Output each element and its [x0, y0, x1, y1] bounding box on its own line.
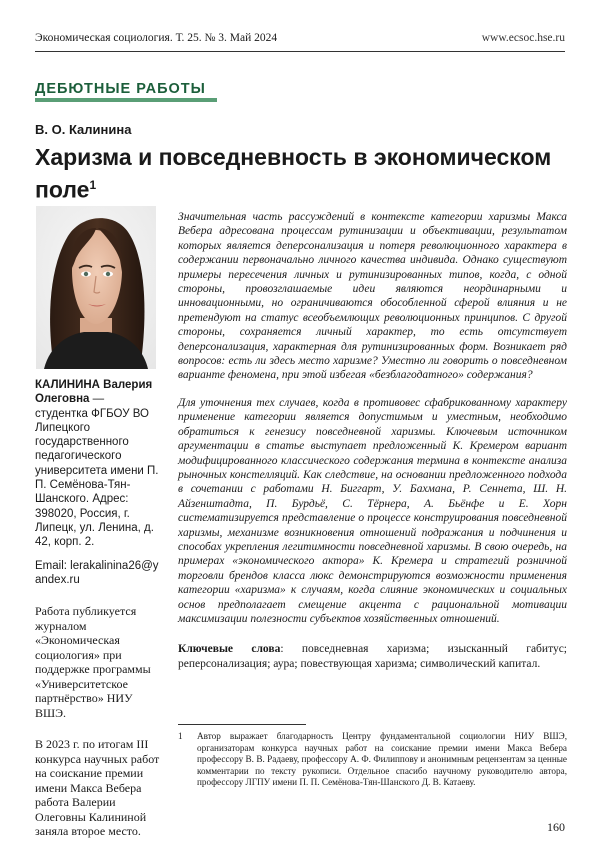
- footnote: [178, 731, 567, 789]
- email-label: Email:: [35, 559, 71, 572]
- sidebar-note-award: В 2023 г. по итогам III конкурса научных работ на соискание премии имени Макса Вебера работа Валерии Олеговны Калининой заняла второе место.: [35, 737, 160, 839]
- running-header: [35, 32, 565, 48]
- keywords-list: : повседневная харизма; изысканный габитус; реперсонализация; аура; повествующая харизма; символический капитал.: [178, 643, 567, 670]
- footnote-text: Автор выражает благодарность Центру фундаментальной социологии НИУ ВШЭ, организаторам конкурса научных работ на соискание премии имени Макса Вебера профессору В. В. Радаеву, профессору А. Ф. Филиппову и анонимным рецензентам за ценные комментарии по тексту рукописи. Отдельное спасибо научному руководителю автора, профессору ЛГПУ имени П. П. Семёнова-Тян-Шанского Д. В. Катаеву.: [197, 731, 567, 787]
- keywords: [178, 642, 567, 671]
- header-rule: [35, 51, 565, 52]
- author-full-name: КАЛИНИНА Валерия Олеговна: [35, 379, 153, 406]
- abstract-paragraph-2: Для уточнения тех случаев, когда в противовес сфабрикованному характеру применение категории является допустимым и уместным, необходимо обратиться к генезису повседневной харизмы. Ключевым источником аргументации в статье выступает предложенный К. Кремером вариант модифицированного классического содержания термина в контексте анализа рыночных констелляций. Как следствие, на основании предложенного подхода в сочетании с работами Н. Биггарт, У. Бахмана, Р. Сеннета, Ш. Н. Айзенштадта, П. Бурдьё, С. Тёрнера, А. Бьёнфе и Е. Хорн систематизируется представление о процессе конструирования повседневной харизмы, механизме возникновения отношений подражания и подчинения и способах укрепления легитимности повседневной харизмы. В свою очередь, на примерах «экономического актора» К. Кремера и стратегий розничной торговли брендов класса люкс демонстрируются возможности применения категории «харизма» к случаям, когда слияние экономических и социальных основ предполагает смещение акцента с рациональной мотивации максимизации полезности субъектов хозяйственных отношений.: [178, 396, 567, 625]
- abstract: [178, 210, 567, 626]
- article-title-text: Харизма и повседневность в экономическом поле: [35, 144, 552, 203]
- section-label: ДЕБЮТНЫЕ РАБОТЫ: [35, 81, 206, 97]
- journal-issue: Экономическая социология. Т. 25. № 3. Май 2024: [35, 32, 278, 44]
- author-bio: [35, 378, 160, 550]
- footnote-rule: [178, 724, 306, 725]
- author-affiliation: — студентка ФГБОУ ВО Липецкого государственного педагогического университета имени П. П. Семёнова-Тян-Шанского. Адрес: 398020, Россия, г. Липецк, ул. Ленина, д. 42, корп. 2.: [35, 393, 159, 549]
- article-main: [178, 210, 567, 671]
- author-email: [35, 559, 160, 588]
- keywords-label: Ключевые слова: [178, 643, 281, 656]
- email-link[interactable]: lerakalinina26@yandex.ru: [35, 559, 159, 586]
- footnote-number: 1: [178, 731, 183, 741]
- title-footnote-mark[interactable]: 1: [89, 178, 97, 192]
- author-sidebar: [35, 378, 160, 839]
- article-title: [35, 143, 555, 204]
- sidebar-note-publication: Работа публикуется журналом «Экономическая социология» при поддержке программы «Университетское партнёрство» НИУ ВШЭ.: [35, 604, 151, 720]
- author-portrait: [36, 206, 156, 369]
- page-number: 160: [547, 820, 565, 834]
- abstract-paragraph-1: Значительная часть рассуждений в контексте категории харизмы Макса Вебера адресована процессам рутинизации и объективации, результатом которых является деперсонализация и потеря революционного характера в содержании первоначально личного качества индивида. Однако существуют примеры пересечения личных и рутинизированных типов, когда, с одной стороны, провозглашаемые идеи являются неординарными и инновационными, но ограничиваются обособленной сферой влияния и не претендуют на статус всеобъемлющих революционных принципов. С другой стороны, сохраняется личный характер, то есть отсутствует деперсонализация, характерная для рутинизированных форм. Возникает ряд вопросов: есть ли здесь место харизме? Уместно ли говорить о повседневном варианте феномена, при этой избегая «безблагодатного» содержания?: [178, 211, 567, 382]
- journal-website[interactable]: www.ecsoc.hse.ru: [481, 32, 565, 44]
- author-name: В. О. Калинина: [35, 122, 132, 137]
- section-bar: [35, 98, 217, 102]
